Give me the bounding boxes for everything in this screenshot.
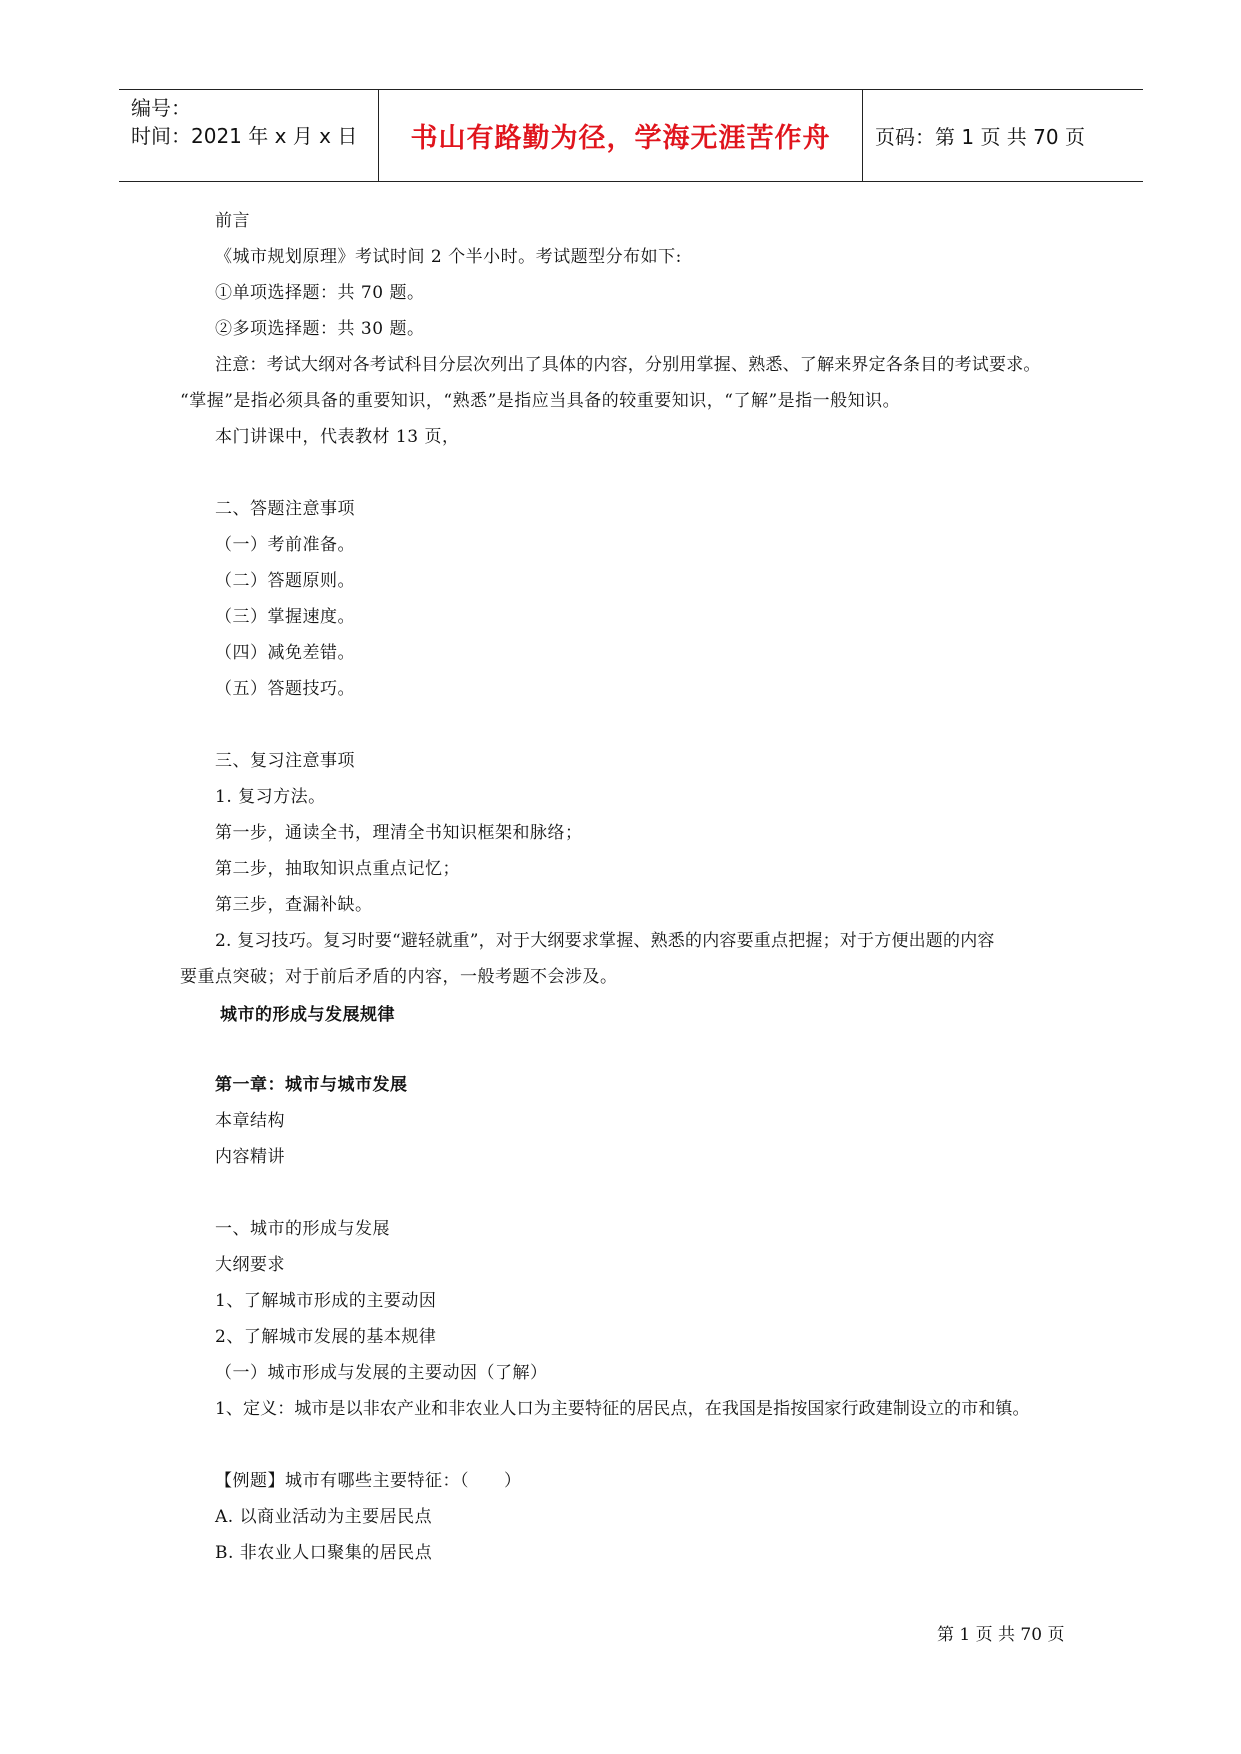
header-motto: 书山有路勤为径，学海无涯苦作舟 xyxy=(410,123,831,154)
list-item: 2、了解城市发展的基本规律 xyxy=(215,1327,437,1347)
paragraph-line: 第二步，抽取知识点重点记忆； xyxy=(215,859,460,879)
paragraph-line: 大纲要求 xyxy=(215,1255,285,1275)
list-item: （三）掌握速度。 xyxy=(215,607,355,627)
example-question: 【例题】城市有哪些主要特征：（ ） xyxy=(215,1471,522,1491)
answer-option: B. 非农业人口聚集的居民点 xyxy=(215,1543,433,1563)
header-page-number: 页码：第 1 页 共 70 页 xyxy=(875,125,1085,149)
chapter-heading: 第一章：城市与城市发展 xyxy=(215,1075,408,1095)
paragraph-line: 第一步，通读全书，理清全书知识框架和脉络； xyxy=(215,823,583,843)
list-item: （五）答题技巧。 xyxy=(215,679,355,699)
document-time-label: 时间：2021 年 x 月 x 日 xyxy=(131,124,358,148)
paragraph-line: 1、定义：城市是以非农产业和非农业人口为主要特征的居民点，在我国是指按国家行政建制设立的市和镇。 xyxy=(215,1399,1030,1419)
paragraph-line: 内容精讲 xyxy=(215,1147,285,1167)
paragraph-line: 注意：考试大纲对各考试科目分层次列出了具体的内容，分别用掌握、熟悉、了解来界定各条目的考试要求。 xyxy=(215,355,1041,375)
page-footer: 第 1 页 共 70 页 xyxy=(937,1625,1065,1645)
section-heading: 三、复习注意事项 xyxy=(215,751,355,771)
list-item: （二）答题原则。 xyxy=(215,571,355,591)
paragraph-line: 2. 复习技巧。复习时要“避轻就重”，对于大纲要求掌握、熟悉的内容要重点把握；对于方便出题的内容 xyxy=(215,931,995,951)
section-heading-preface: 前言 xyxy=(215,211,250,231)
paragraph-line: 本章结构 xyxy=(215,1111,285,1131)
list-item: （四）减免差错。 xyxy=(215,643,355,663)
header-meta-cell xyxy=(119,90,379,181)
list-item: 1、了解城市形成的主要动因 xyxy=(215,1291,437,1311)
paragraph-line: 本门讲课中，代表教材 13 页， xyxy=(215,427,460,447)
list-item: （一）城市形成与发展的主要动因（了解） xyxy=(215,1363,548,1383)
list-item: 1. 复习方法。 xyxy=(215,787,326,807)
section-heading: 一、城市的形成与发展 xyxy=(215,1219,390,1239)
paragraph-line: 第三步，查漏补缺。 xyxy=(215,895,373,915)
list-item: ②多项选择题：共 30 题。 xyxy=(215,319,425,339)
document-header xyxy=(119,89,1143,182)
list-item: （一）考前准备。 xyxy=(215,535,355,555)
answer-option: A. 以商业活动为主要居民点 xyxy=(215,1507,433,1527)
section-heading: 二、答题注意事项 xyxy=(215,499,355,519)
paragraph-line: 要重点突破；对于前后矛盾的内容，一般考题不会涉及。 xyxy=(180,967,618,987)
paragraph-line: 《城市规划原理》考试时间 2 个半小时。考试题型分布如下: xyxy=(215,247,682,267)
topic-heading: 城市的形成与发展规律 xyxy=(220,1005,395,1025)
list-item: ①单项选择题：共 70 题。 xyxy=(215,283,425,303)
paragraph-line: “掌握”是指必须具备的重要知识，“熟悉”是指应当具备的较重要知识，“了解”是指一般知识。 xyxy=(180,391,901,411)
document-number-label: 编号： xyxy=(131,96,191,120)
header-page-cell xyxy=(863,90,1143,181)
header-motto-cell xyxy=(379,90,863,181)
